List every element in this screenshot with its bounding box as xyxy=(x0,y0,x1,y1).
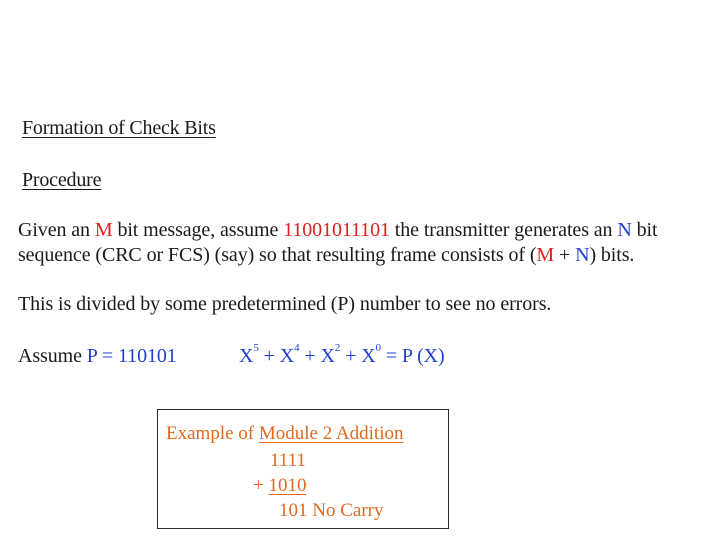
n-variable: N xyxy=(617,219,632,241)
assume-label: Assume xyxy=(18,345,87,367)
poly-rhs: = P (X) xyxy=(380,345,445,367)
text-segment: ) bits. xyxy=(589,244,635,266)
poly-x: X xyxy=(279,345,295,367)
text-segment: sequence (CRC or FCS) (say) so that resulting frame consists of ( xyxy=(18,244,537,266)
poly-plus: + xyxy=(299,345,321,367)
example-title-link: Module 2 Addition xyxy=(258,423,404,444)
example-plus: + xyxy=(253,475,269,496)
example-operand-2: 1010 xyxy=(268,475,307,496)
example-box xyxy=(157,409,449,529)
p-value: P = 110101 xyxy=(86,345,177,367)
paragraph-division: This is divided by some predetermined (P) number to see no errors. xyxy=(18,293,552,315)
poly-plus: + xyxy=(258,345,280,367)
text-segment: the transmitter generates an xyxy=(389,219,618,241)
example-result: 101 No Carry xyxy=(279,500,384,521)
paragraph-line-1 xyxy=(18,219,657,242)
text-segment: Given an xyxy=(18,219,95,241)
assume-line xyxy=(18,345,177,368)
message-bits: 11001011101 xyxy=(283,219,390,241)
text-segment: bit xyxy=(631,219,658,241)
poly-exponent: 4 xyxy=(294,342,300,354)
poly-exponent: 2 xyxy=(334,342,341,354)
heading-formation: Formation of Check Bits xyxy=(22,117,216,139)
example-title xyxy=(166,423,403,445)
text-segment: bit message, assume xyxy=(112,219,284,241)
heading-procedure: Procedure xyxy=(22,169,102,191)
example-operand-1: 1111 xyxy=(270,450,306,471)
poly-exponent: 5 xyxy=(253,342,259,354)
poly-x: X xyxy=(320,345,335,367)
paragraph-line-2 xyxy=(18,244,634,267)
m-variable: M xyxy=(536,244,555,266)
text-segment: + xyxy=(554,244,576,266)
example-title-prefix: Example of xyxy=(166,423,259,444)
poly-x: X xyxy=(239,345,254,367)
poly-plus: + xyxy=(340,345,362,367)
polynomial-expression xyxy=(239,342,445,368)
poly-x: X xyxy=(361,345,376,367)
m-variable: M xyxy=(94,219,113,241)
n-variable: N xyxy=(575,244,590,266)
example-operand-2-line xyxy=(253,475,306,497)
poly-exponent: 0 xyxy=(375,342,381,354)
